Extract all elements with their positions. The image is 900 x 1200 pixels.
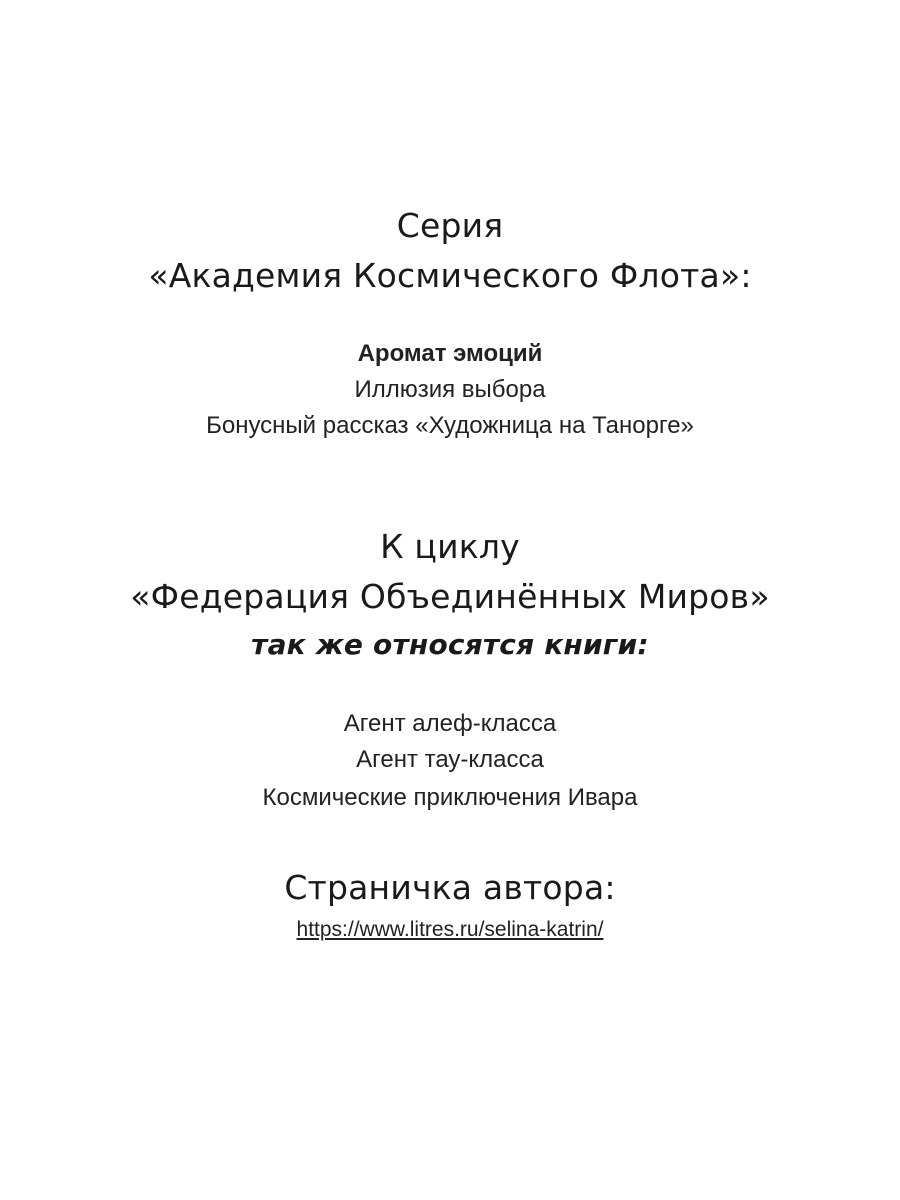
cycle-book-1: Агент алеф-класса: [343, 710, 557, 737]
series-book-1: Аромат эмоций: [357, 340, 543, 367]
cycle-book-3: Космические приключения Ивара: [262, 784, 638, 811]
series-book-2: Иллюзия выбора: [354, 376, 546, 403]
author-page-link[interactable]: https://www.litres.ru/selina-katrin/: [296, 918, 604, 941]
series-label: Серия: [396, 206, 504, 245]
series-name: «Академия Космического Флота»:: [148, 256, 752, 295]
cycle-subtitle: так же относятся книги:: [251, 628, 649, 661]
cycle-book-2: Агент тау-класса: [356, 746, 544, 773]
series-book-3: Бонусный рассказ «Художница на Танорге»: [206, 412, 694, 439]
author-link-row: [0, 918, 900, 942]
cycle-label: К циклу: [380, 527, 520, 566]
author-page-label: Страничка автора:: [284, 868, 616, 907]
cycle-name: «Федерация Объединённых Миров»: [130, 577, 770, 616]
